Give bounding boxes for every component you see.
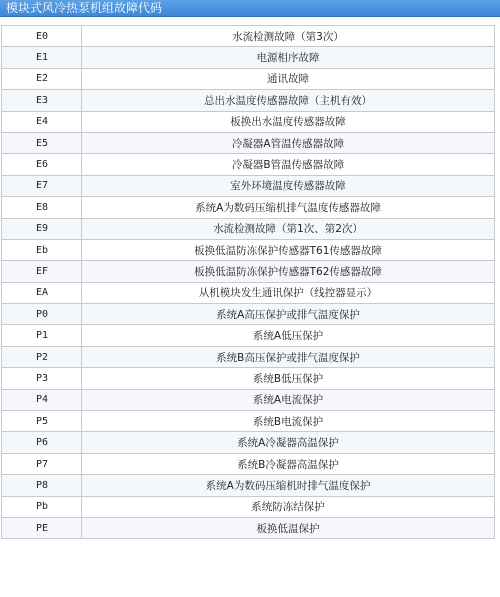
- fault-description-cell: 系统B低压保护: [82, 368, 495, 389]
- table-row: [2, 517, 495, 538]
- fault-description-cell: 系统A低压保护: [82, 325, 495, 346]
- fault-code-cell: Pb: [2, 496, 82, 517]
- table-row: [2, 432, 495, 453]
- fault-code-cell: E3: [2, 90, 82, 111]
- table-row: [2, 197, 495, 218]
- fault-description-cell: 系统A为数码压缩机时排气温度保护: [82, 475, 495, 496]
- table-row: [2, 154, 495, 175]
- fault-description-cell: 总出水温度传感器故障（主机有效）: [82, 90, 495, 111]
- table-row: [2, 26, 495, 47]
- fault-code-cell: PE: [2, 517, 82, 538]
- table-row: [2, 346, 495, 367]
- fault-code-cell: P2: [2, 346, 82, 367]
- fault-description-cell: 冷凝器B管温传感器故障: [82, 154, 495, 175]
- fault-code-cell: E5: [2, 132, 82, 153]
- fault-description-cell: 电源相序故障: [82, 47, 495, 68]
- fault-description-cell: 板换低温保护: [82, 517, 495, 538]
- fault-code-table-body: [2, 26, 495, 539]
- fault-code-cell: P5: [2, 411, 82, 432]
- fault-code-cell: P1: [2, 325, 82, 346]
- table-row: [2, 368, 495, 389]
- table-row: [2, 282, 495, 303]
- fault-description-cell: 系统A为数码压缩机排气温度传感器故障: [82, 197, 495, 218]
- fault-description-cell: 系统B冷凝器高温保护: [82, 453, 495, 474]
- fault-code-cell: E6: [2, 154, 82, 175]
- fault-code-cell: E8: [2, 197, 82, 218]
- table-row: [2, 111, 495, 132]
- fault-code-cell: E1: [2, 47, 82, 68]
- table-row: [2, 453, 495, 474]
- fault-code-cell: E9: [2, 218, 82, 239]
- fault-description-cell: 板换低温防冻保护传感器T61传感器故障: [82, 239, 495, 260]
- table-row: [2, 496, 495, 517]
- table-row: [2, 175, 495, 196]
- fault-description-cell: 系统A冷凝器高温保护: [82, 432, 495, 453]
- table-row: [2, 218, 495, 239]
- fault-description-cell: 板换出水温度传感器故障: [82, 111, 495, 132]
- fault-code-cell: E4: [2, 111, 82, 132]
- fault-description-cell: 系统防冻结保护: [82, 496, 495, 517]
- fault-code-cell: E0: [2, 26, 82, 47]
- title-bar: [0, 0, 500, 17]
- table-row: [2, 411, 495, 432]
- table-row: [2, 90, 495, 111]
- fault-code-cell: P4: [2, 389, 82, 410]
- fault-code-cell: E2: [2, 68, 82, 89]
- fault-code-cell: Eb: [2, 239, 82, 260]
- fault-description-cell: 冷凝器A管温传感器故障: [82, 132, 495, 153]
- fault-description-cell: 室外环境温度传感器故障: [82, 175, 495, 196]
- fault-code-cell: P0: [2, 304, 82, 325]
- table-row: [2, 239, 495, 260]
- fault-description-cell: 板换低温防冻保护传感器T62传感器故障: [82, 261, 495, 282]
- table-row: [2, 389, 495, 410]
- table-row: [2, 325, 495, 346]
- fault-code-cell: P7: [2, 453, 82, 474]
- fault-description-cell: 水流检测故障（第1次、第2次）: [82, 218, 495, 239]
- table-row: [2, 68, 495, 89]
- fault-description-cell: 从机模块发生通讯保护（线控器显示）: [82, 282, 495, 303]
- fault-code-table: [1, 25, 495, 539]
- fault-code-cell: P3: [2, 368, 82, 389]
- table-row: [2, 261, 495, 282]
- fault-description-cell: 系统B高压保护或排气温度保护: [82, 346, 495, 367]
- page-title: 模块式风冷热泵机组故障代码: [6, 1, 163, 15]
- table-row: [2, 132, 495, 153]
- fault-description-cell: 通讯故障: [82, 68, 495, 89]
- table-row: [2, 47, 495, 68]
- fault-code-cell: EF: [2, 261, 82, 282]
- fault-code-cell: P6: [2, 432, 82, 453]
- table-row: [2, 475, 495, 496]
- table-row: [2, 304, 495, 325]
- fault-description-cell: 系统A电流保护: [82, 389, 495, 410]
- fault-description-cell: 系统B电流保护: [82, 411, 495, 432]
- fault-code-cell: EA: [2, 282, 82, 303]
- fault-code-cell: E7: [2, 175, 82, 196]
- fault-code-cell: P8: [2, 475, 82, 496]
- fault-description-cell: 水流检测故障（第3次）: [82, 26, 495, 47]
- fault-description-cell: 系统A高压保护或排气温度保护: [82, 304, 495, 325]
